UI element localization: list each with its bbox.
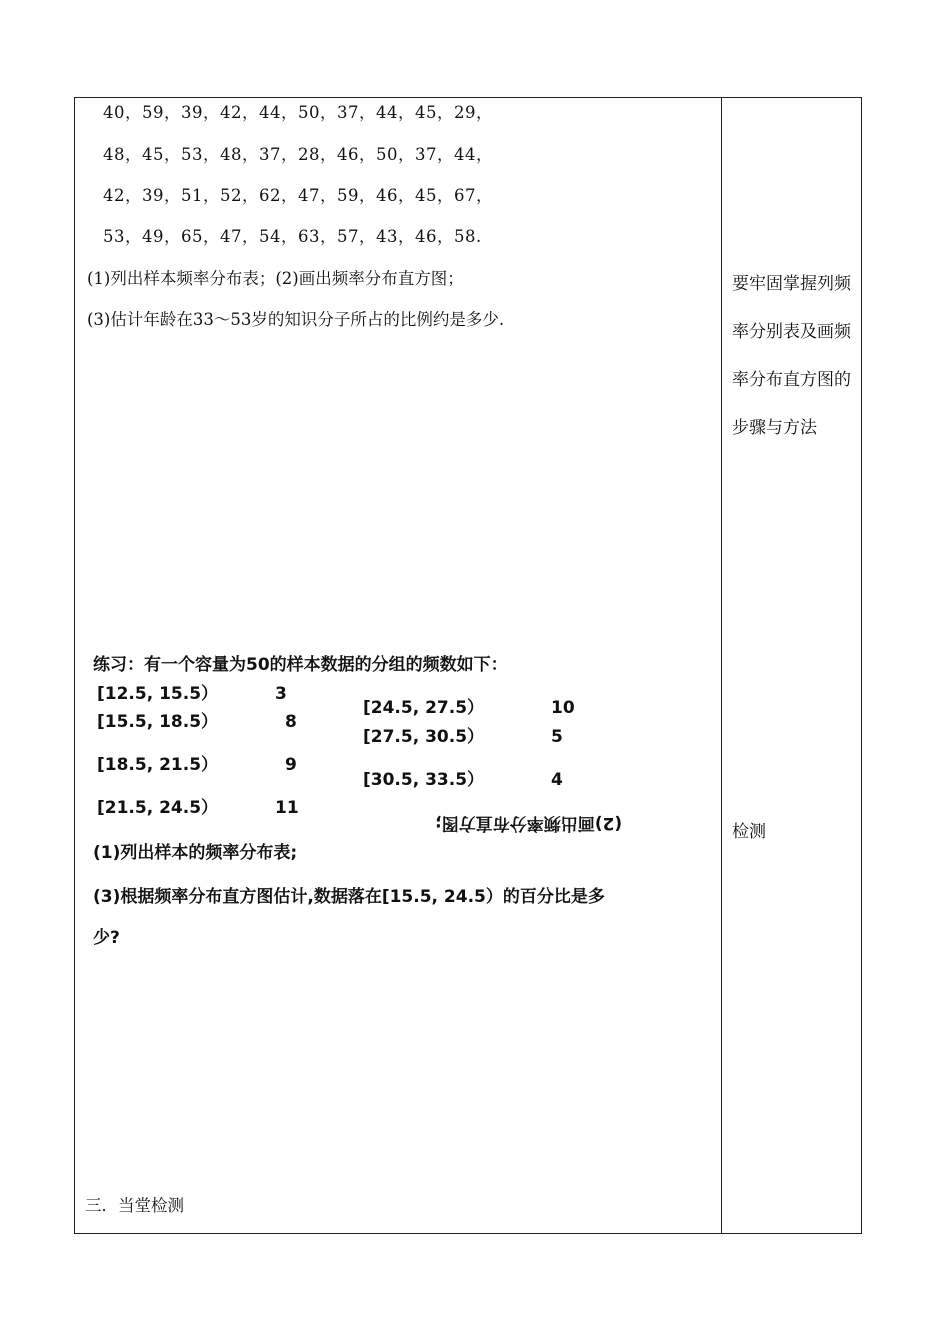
group-interval-6: [27.5, 30.5） (363, 727, 485, 747)
data-row-2: 48，45，53，48，37，28，46，50，37，44， (103, 145, 493, 164)
data-row-1: 40，59，39，42，44，50，37，44，45，29， (103, 103, 493, 122)
group-count-7: 4 (551, 770, 563, 790)
data-row-4: 53，49，65，47，54，63，57，43，46，58. (103, 227, 482, 246)
group-interval-4: [21.5, 24.5） (97, 798, 219, 818)
content-cell (75, 98, 721, 1233)
practice-question-3-line2: 少? (93, 928, 120, 948)
group-interval-5: [24.5, 27.5） (363, 698, 485, 718)
note-test: 检测 (732, 822, 766, 842)
example-question-1-2: (1)列出样本频率分布表；(2)画出频率分布直方图； (87, 269, 464, 288)
section-heading-in-class-test: 三．当堂检测 (85, 1196, 184, 1215)
group-count-4: 11 (275, 798, 299, 818)
group-count-5: 10 (551, 698, 575, 718)
note-key-steps: 要牢固掌握列频率分别表及画频率分布直方图的步骤与方法 (732, 274, 851, 438)
lesson-table (74, 97, 862, 1234)
practice-question-2-flipped: (2)画出频率分布直方图; (435, 813, 623, 833)
data-row-3: 42，39，51，52，62，47，59，46，45，67， (103, 186, 493, 205)
group-count-1: 3 (275, 684, 287, 704)
group-interval-1: [12.5, 15.5） (97, 684, 219, 704)
group-interval-3: [18.5, 21.5） (97, 755, 219, 775)
practice-question-1: (1)列出样本的频率分布表; (93, 843, 298, 863)
notes-cell (722, 98, 862, 1233)
example-question-3: (3)估计年龄在33～53岁的知识分子所占的比例约是多少. (87, 310, 505, 329)
practice-intro: 练习：有一个容量为50的样本数据的分组的频数如下： (93, 655, 508, 675)
group-count-6: 5 (551, 727, 563, 747)
group-interval-7: [30.5, 33.5） (363, 770, 485, 790)
group-count-2: 8 (285, 712, 297, 732)
practice-question-3-line1: (3)根据频率分布直方图估计,数据落在[15.5, 24.5）的百分比是多 (93, 887, 605, 907)
group-interval-2: [15.5, 18.5） (97, 712, 219, 732)
group-count-3: 9 (285, 755, 297, 775)
